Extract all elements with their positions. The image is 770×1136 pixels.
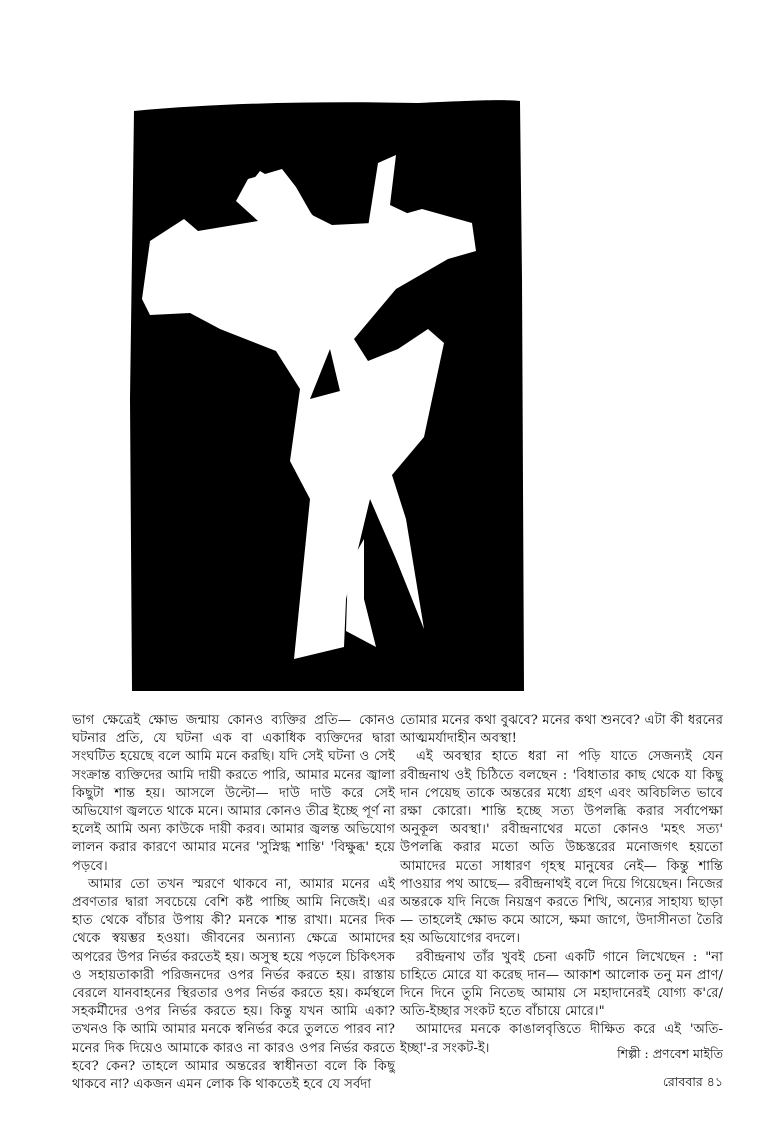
right-column — [400, 712, 723, 1058]
right-paragraph-3: রবীন্দ্রনাথ তাঁর খুবই চেনা একটি গানে লিখেছেন : "না চাহিতে মোরে যা করেছ দান— আকাশ আলোক তনু মন প্রাণ/ দিনে দিনে তুমি নিতেছ আমায় সে মহাদানেরই যোগ্য ক'রে/ অতি-ইচ্ছার সংকট হতে বাঁচায়ে মোরে।" — [400, 949, 723, 1020]
left-column — [72, 712, 395, 1094]
page-folio: রোববার ৪১ — [662, 1074, 723, 1089]
right-paragraph-4: আমাদের মনকে কাঙালবৃত্তিতে দীক্ষিত করে এই 'অতি-ইচ্ছা'-র সংকট-ই। — [400, 1022, 723, 1056]
illustration-artwork — [128, 99, 525, 691]
left-paragraph-2: আমার তো তখন স্মরণে থাকবে না, আমার মনের এই প্রবণতার দ্বারা সবচেয়ে বেশি কষ্ট পাচ্ছি আমি নিজেই। এর হাত থেকে বাঁচার উপায় কী? মনকে শান্ত রাখা। মনের দিক থেকে স্বয়ম্ভর হওয়া। জীবনের অন্যান্য ক্ষেত্রে আমাদের অপরের উপর নির্ভর করতেই হয়। অসুস্থ হয়ে পড়লে চিকিৎসক ও সহায়তাকারী পরিজনদের ওপর নির্ভর করতে হয়। রাস্তায় বেরলে যানবাহনের স্থিরতার ওপর নির্ভর করতে হয়। কর্মস্থলে সহকর্মীদের ওপর নির্ভর করতে হয়। কিন্তু যখন আমি একা? তখনও কি আমি আমার মনকে স্বনির্ভর করে তুলতে পারব না? মনের দিক দিয়েও আমাকে কারও না কারও ওপর নির্ভর করতে হবে? কেন? তাহলে আমার অন্তরের স্বাধীনতা বলে কি কিছু থাকবে না? একজন এমন লোক কি থাকতেই হবে যে সর্বদা — [72, 876, 395, 1093]
left-paragraph-1: ভাগ ক্ষেত্রেই ক্ষোভ জন্মায় কোনও ব্যক্তির প্রতি— কোনও ঘটনার প্রতি, যে ঘটনা এক বা একাধিক ব্যক্তিদের দ্বারা সংঘটিত হয়েছে বলে আমি মনে করছি। যদি সেই ঘটনা ও সেই সংক্রান্ত ব্যক্তিদের আমি দায়ী করতে পারি, আমার মনের জ্বালা কিছুটা শান্ত হয়। আসলে উল্টো— দাউ দাউ করে সেই অভিযোগ জ্বলতে থাকে মনে। আমার কোনও তীব্র ইচ্ছে পূর্ণ না হলেই আমি অন্য কাউকে দায়ী করব। আমার জ্বলন্ত অভিযোগ লালন করার কারণে আমার মনের 'সুস্নিগ্ধ শান্তি' 'বিক্ষুব্ধ' হয়ে পড়বে। — [72, 713, 395, 874]
right-paragraph-1: তোমার মনের কথা বুঝবে? মনের কথা শুনবে? এটা কী ধরনের আত্মমর্যাদাহীন অবস্থা! — [400, 713, 723, 747]
right-paragraph-2: এই অবস্থার হাতে ধরা না পড়ি যাতে সেজন্যই যেন রবীন্দ্রনাথ ওই চিঠিতে বলছেন : 'বিধাতার কাছ থেকে যা কিছু দান পেয়েছ তাকে অন্তরের মধ্যে গ্রহণ এবং অবিচলিত ভাবে রক্ষা কোরো। শান্তি হচ্ছে সত্য উপলব্ধি করার সর্বাপেক্ষা অনুকূল অবস্থা।' রবীন্দ্রনাথের মতো কোনও 'মহৎ সত্য' উপলব্ধি করার মতো অতি উচ্চস্তরের মনোজগৎ হয়তো আমাদের মতো সাধারণ গৃহস্থ মানুষের নেই— কিন্তু শান্তি পাওয়ার পথ আছে— রবীন্দ্রনাথই বলে দিয়ে গিয়েছেন। নিজের অন্তরকে যদি নিজে নিয়ন্ত্রণ করতে শিখি, অন্যের সাহায্য ছাড়া— তাহলেই ক্ষোভ কমে আসে, ক্ষমা জাগে, উদাসীনতা তৈরি হয় অভিযোগের বদলে। — [400, 749, 723, 947]
artist-credit: শিল্পী : প্রণবেশ মাইতি — [617, 1046, 723, 1061]
